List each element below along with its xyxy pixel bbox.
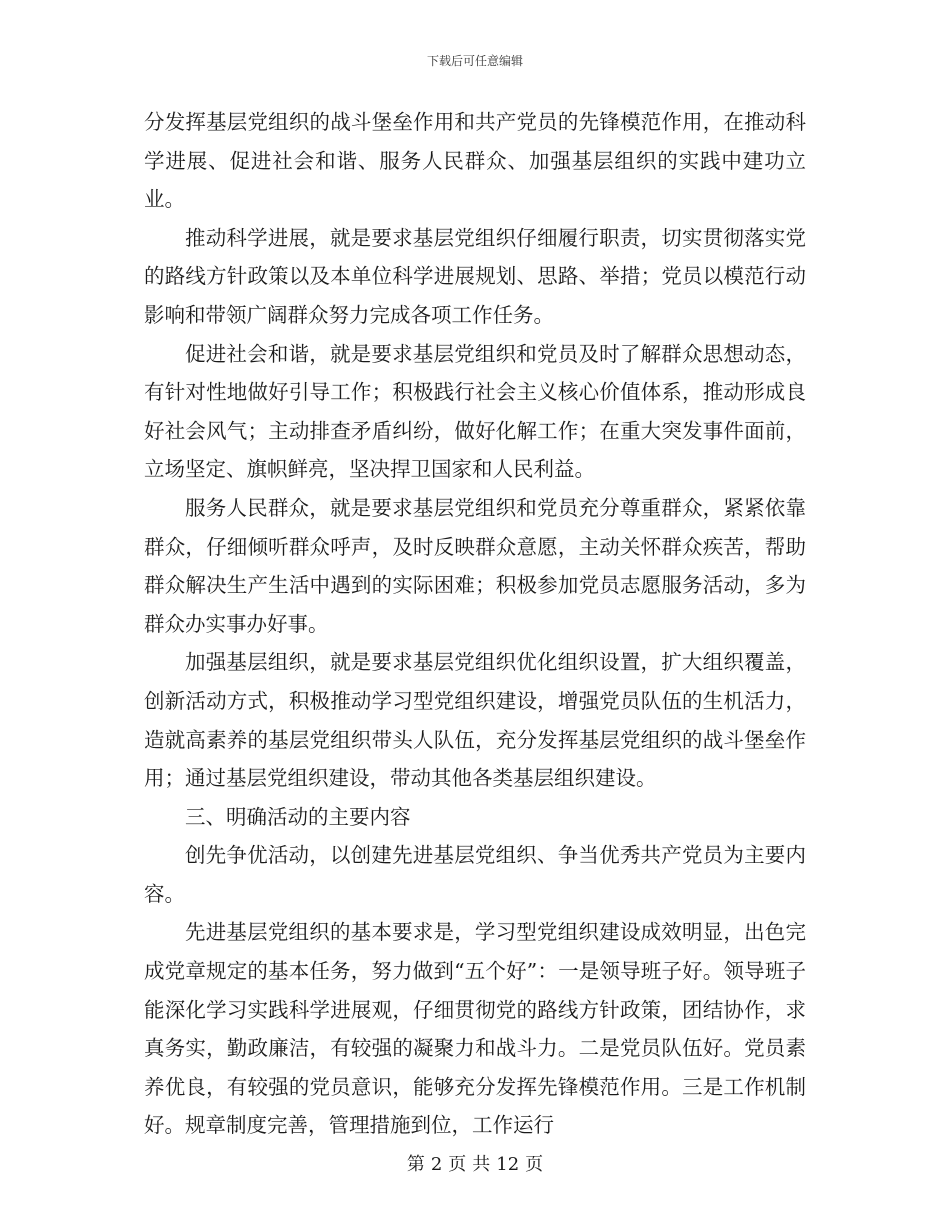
paragraph-5: 加强基层组织，就是要求基层党组织优化组织设置，扩大组织覆盖，创新活动方式，积极推动学习型党组织建设，增强党员队伍的生机活力，造就高素养的基层党组织带头人队伍，充分发挥基层党组织的战斗堡垒作用；通过基层党组织建设，带动其他各类基层组织建设。 <box>144 650 806 791</box>
footer-total-word: 共 <box>472 1154 491 1175</box>
paragraph-2: 推动科学进展，就是要求基层党组织仔细履行职责，切实贯彻落实党的路线方针政策以及本单位科学进展规划、思路、举措；党员以模范行动影响和带领广阔群众努力完成各项工作任务。 <box>144 225 806 327</box>
current-page-number: 2 <box>430 1154 443 1175</box>
footer-page-word: 页 <box>448 1154 467 1175</box>
section-heading: 三、明确活动的主要内容 <box>185 804 411 829</box>
paragraph-1: 分发挥基层党组织的战斗堡垒作用和共产党员的先锋模范作用，在推动科学进展、促进社会和谐、服务人民群众、加强基层组织的实践中建功立业。 <box>144 110 806 212</box>
footer-suffix: 页 <box>525 1154 544 1175</box>
paragraph-7: 创先争优活动，以创建先进基层党组织、争当优秀共产党员为主要内容。 <box>144 843 806 906</box>
page-footer <box>0 1150 950 1176</box>
footer-prefix: 第 <box>406 1154 425 1175</box>
total-page-number: 12 <box>496 1154 520 1175</box>
paragraph-8: 先进基层党组织的基本要求是，学习型党组织建设成效明显，出色完成党章规定的基本任务，努力做到“五个好”：一是领导班子好。领导班子能深化学习实践科学进展观，仔细贯彻党的路线方针政策，团结协作，求真务实，勤政廉洁，有较强的凝聚力和战斗力。二是党员队伍好。党员素养优良，有较强的党员意识，能够充分发挥先锋模范作用。三是工作机制好。规章制度完善，管理措施到位，工作运行 <box>144 920 806 1138</box>
paragraph-3: 促进社会和谐，就是要求基层党组织和党员及时了解群众思想动态，有针对性地做好引导工作；积极践行社会主义核心价值体系，推动形成良好社会风气；主动排查矛盾纠纷，做好化解工作；在重大突发事件面前，立场坚定、旗帜鲜亮，坚决捍卫国家和人民利益。 <box>144 341 806 482</box>
page-header: 下载后可任意编辑 <box>426 54 523 68</box>
paragraph-4: 服务人民群众，就是要求基层党组织和党员充分尊重群众，紧紧依靠群众，仔细倾听群众呼声，及时反映群众意愿，主动关怀群众疾苦，帮助群众解决生产生活中遇到的实际困难；积极参加党员志愿服务活动，多为群众办实事办好事。 <box>144 495 806 636</box>
document-body <box>144 103 806 1145</box>
